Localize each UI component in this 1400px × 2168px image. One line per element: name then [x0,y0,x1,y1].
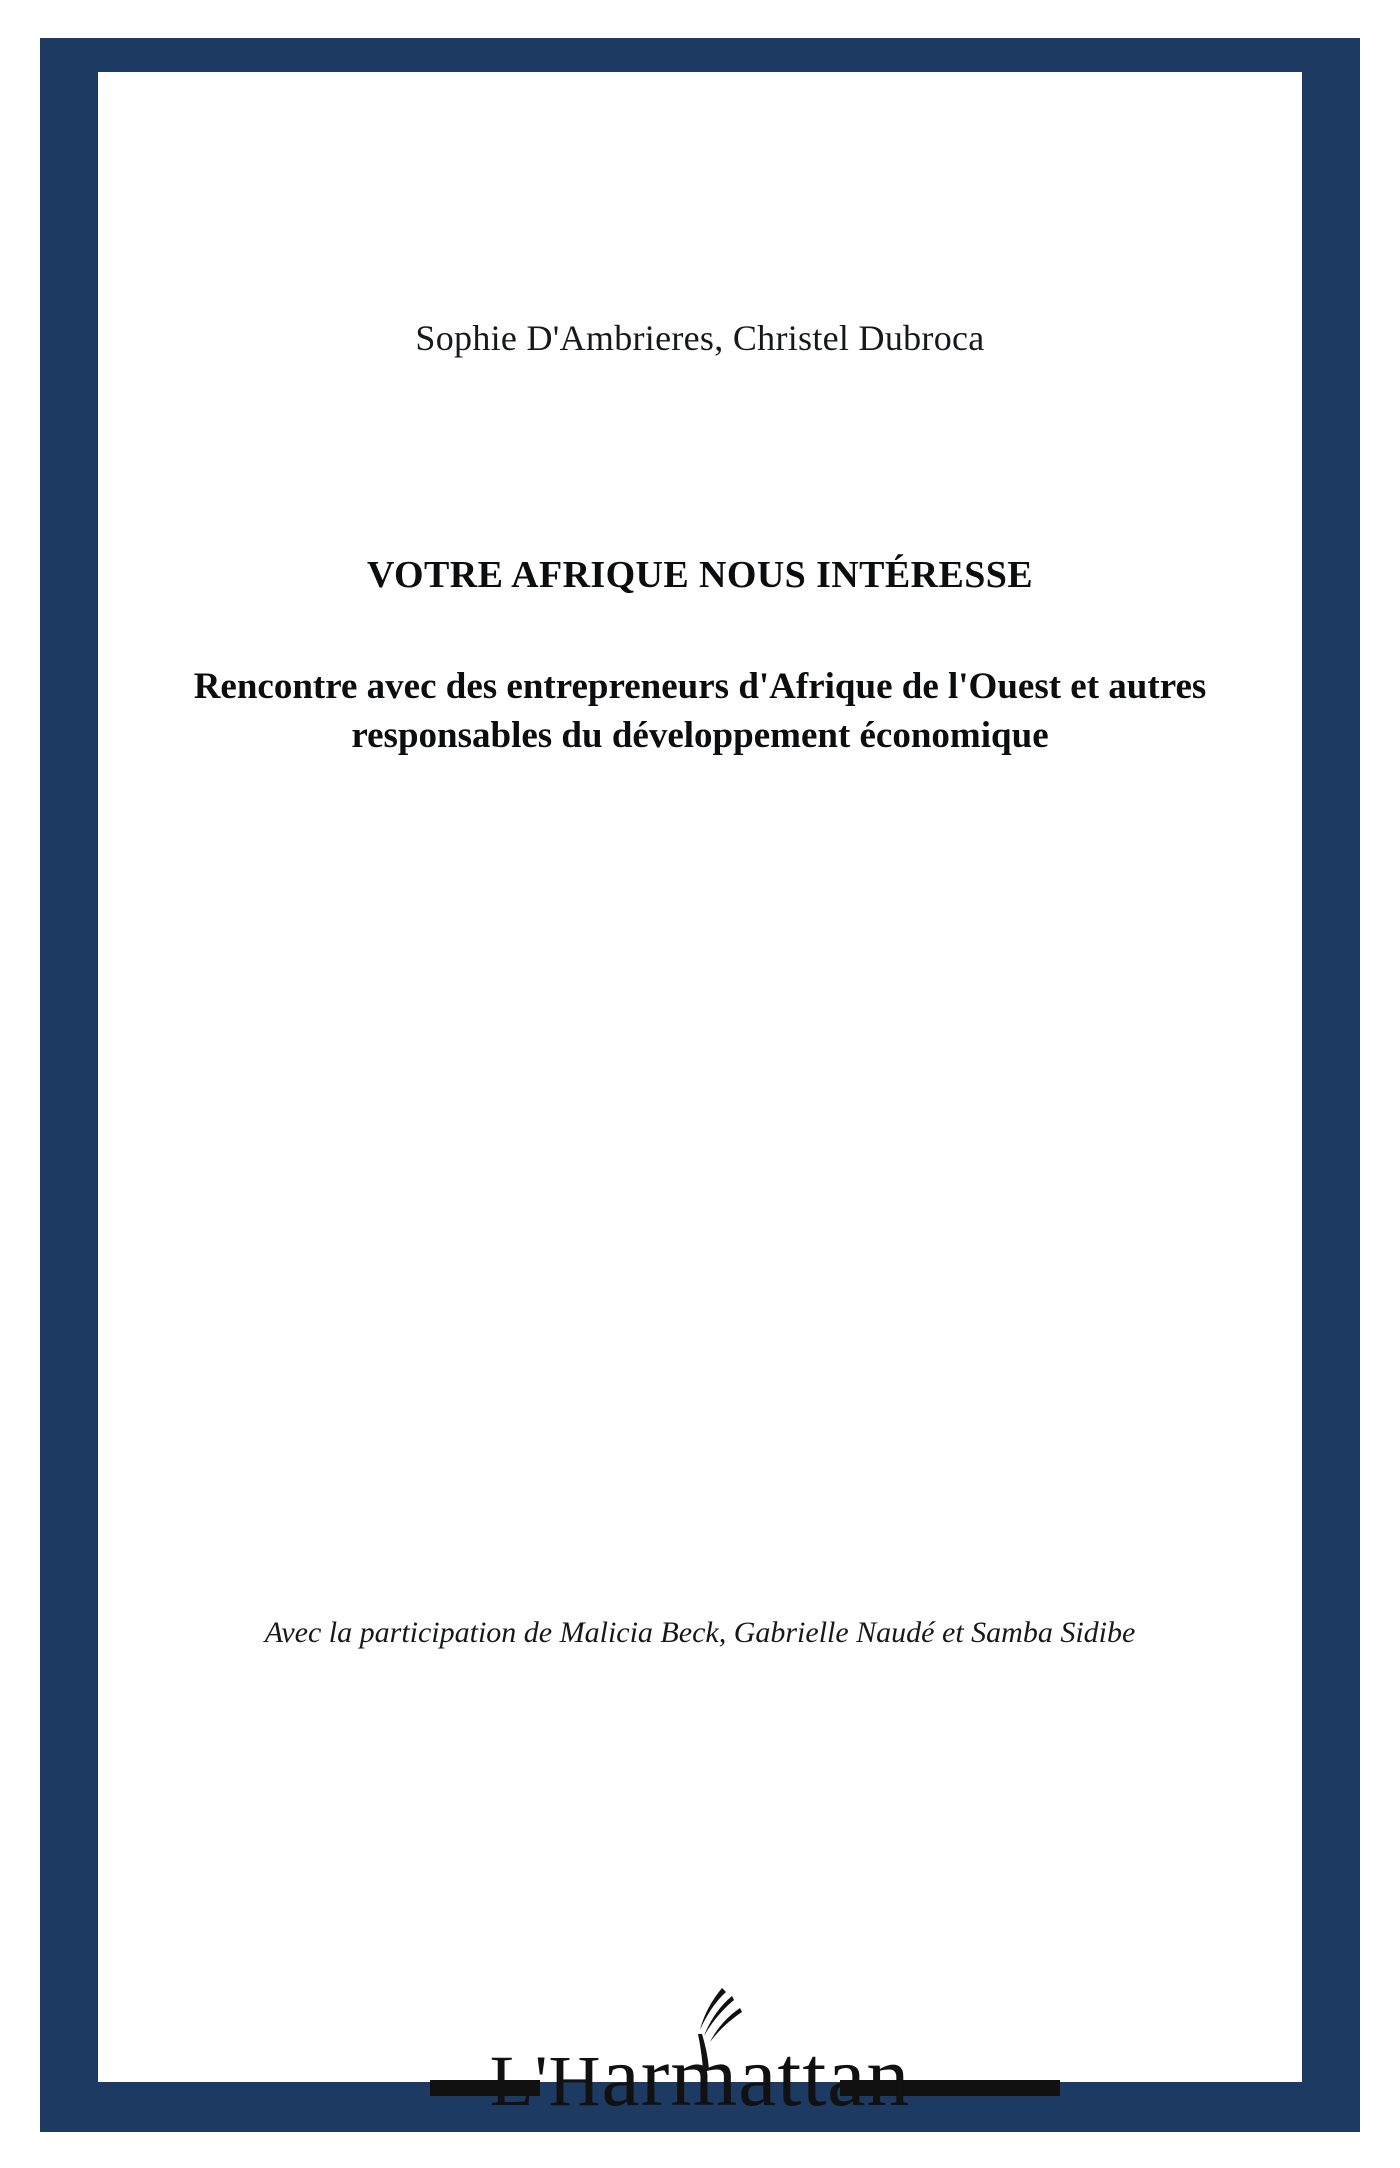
book-subtitle: Rencontre avec des entrepreneurs d'Afrique de l'Ouest et autres responsables du développement économique [193,665,1207,756]
cover-inner-white-area [98,72,1302,2082]
authors-line: Sophie D'Ambrieres, Christel Dubroca [415,318,985,358]
publisher-name-part1: L'H [489,2041,602,2121]
title-block [188,552,1212,760]
book-main-title: VOTRE AFRIQUE NOUS INTÉRESSE [366,554,1034,596]
publisher-name-part2: armattan [601,2028,911,2124]
contributors-line: Avec la participation de Malicia Beck, Gabrielle Naudé et Samba Sidibe [264,1616,1136,1649]
cover-border-frame [40,38,1360,2132]
publisher-name [40,2026,1360,2126]
publisher-logo [40,1994,1360,2134]
